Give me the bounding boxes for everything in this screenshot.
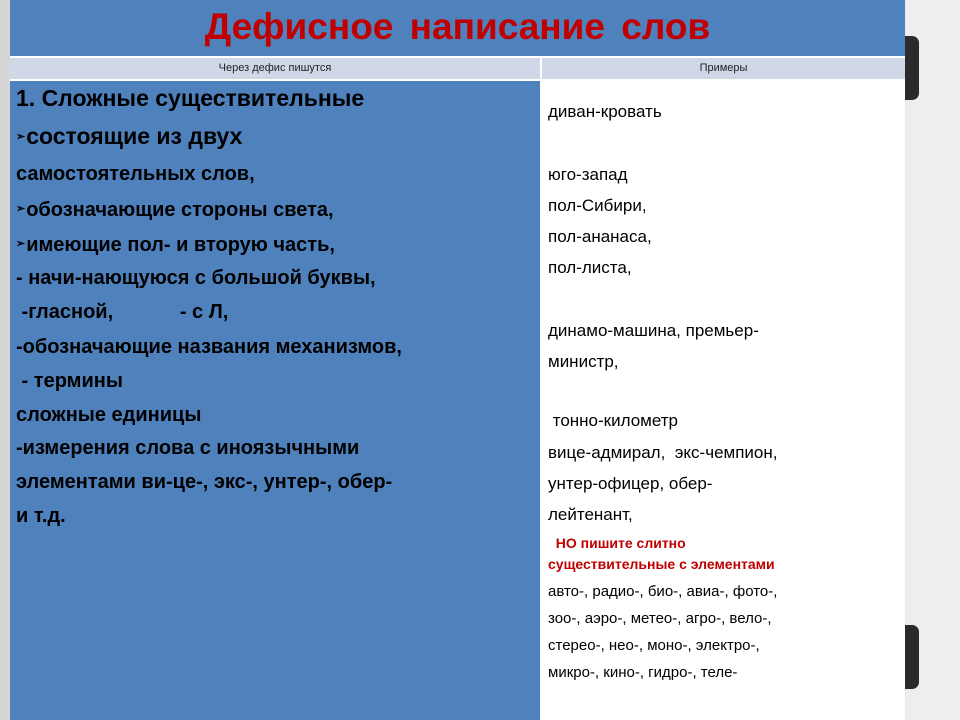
- rule-line: 1. Сложные существительные: [16, 85, 365, 111]
- rule-line: самостоятельных слов,: [16, 163, 255, 185]
- arrowhead-bullet-icon: ➢: [16, 238, 26, 250]
- example-line: лейтенант,: [548, 505, 633, 524]
- rule-line: и т.д.: [16, 505, 66, 527]
- example-line: юго-запад: [548, 165, 628, 184]
- header-examples: Примеры: [699, 62, 748, 74]
- rule-line: - термины: [16, 370, 123, 392]
- example-line: вице-адмирал, экс-чемпион,: [548, 443, 778, 462]
- slide-title: Дефисное написание слов: [10, 0, 905, 58]
- right-margin: [906, 0, 960, 720]
- example-line: авто-, радио-, био-, авиа-, фото-,: [548, 583, 778, 600]
- table-header-row: [10, 58, 905, 81]
- top-side-tab: [905, 36, 919, 100]
- example-line: пол-листа,: [548, 258, 632, 277]
- note-line: НО пишите слитно: [548, 535, 686, 551]
- header-rules: Через дефис пишутся: [218, 62, 332, 74]
- example-line: диван-кровать: [548, 102, 662, 121]
- rule-line: элементами ви-це-, экс-, унтер-, обер-: [16, 471, 393, 493]
- arrowhead-bullet-icon: ➢: [16, 131, 26, 143]
- rule-line: сложные единицы: [16, 404, 202, 426]
- example-line: пол-Сибири,: [548, 196, 647, 215]
- left-margin: [0, 0, 10, 720]
- note-line: существительные с элементами: [548, 556, 775, 572]
- arrowhead-bullet-icon: ➢: [16, 203, 26, 215]
- examples-column: [542, 81, 905, 720]
- rule-line: ➢обозначающие стороны света,: [16, 199, 334, 221]
- example-line: микро-, кино-, гидро-, теле-: [548, 664, 738, 681]
- example-line: тонно-километр: [548, 411, 678, 430]
- rule-line: -обозначающие названия механизмов,: [16, 336, 402, 358]
- rule-line: - начи-нающуюся с большой буквы,: [16, 267, 376, 289]
- example-line: министр,: [548, 352, 619, 371]
- rule-line: ➢имеющие пол- и вторую часть,: [16, 234, 335, 256]
- rule-line: ➢состоящие из двух: [16, 123, 243, 149]
- example-line: унтер-офицер, обер-: [548, 474, 713, 493]
- example-line: стерео-, нео-, моно-, электро-,: [548, 637, 760, 654]
- rule-line: -гласной, - с Л,: [16, 301, 229, 323]
- rules-column: [10, 81, 540, 720]
- slide: [10, 0, 905, 720]
- rule-line: -измерения слова с иноязычными: [16, 437, 360, 459]
- example-line: зоо-, аэро-, метео-, агро-, вело-,: [548, 610, 772, 627]
- example-line: пол-ананаса,: [548, 227, 652, 246]
- example-line: динамо-машина, премьер-: [548, 321, 759, 340]
- bottom-side-tab: [905, 625, 919, 689]
